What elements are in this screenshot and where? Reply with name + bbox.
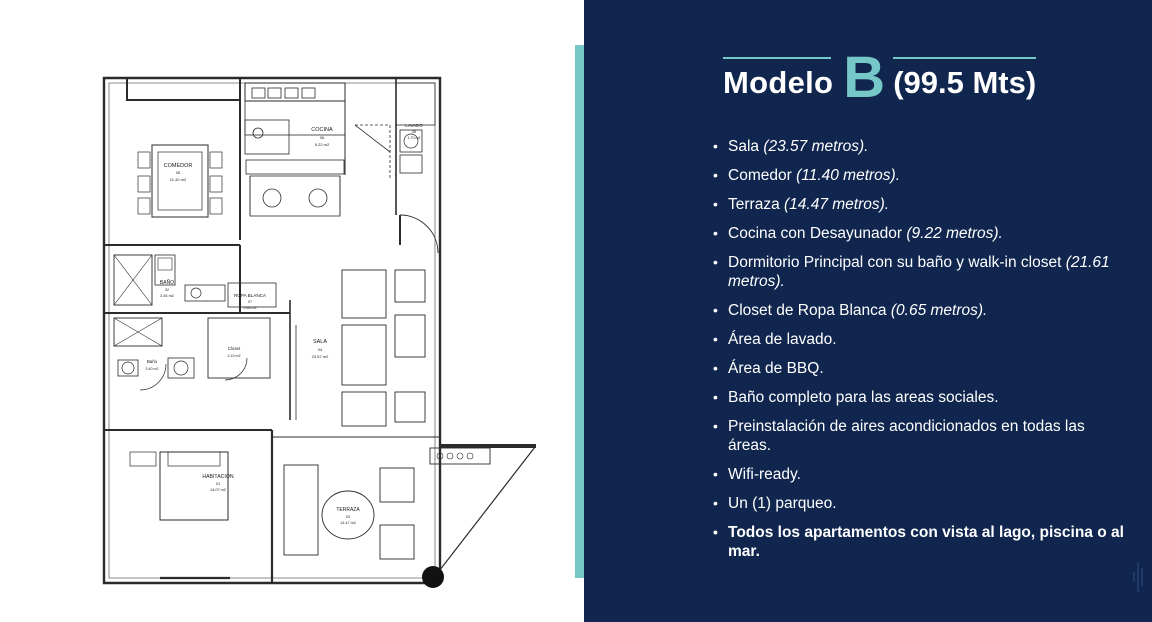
page-title [723, 45, 1123, 110]
feature-item [712, 494, 1132, 513]
svg-text:01: 01 [215, 482, 221, 486]
svg-text:TERRAZA: TERRAZA [336, 507, 360, 513]
feature-text: Wifi-ready. [728, 466, 801, 483]
svg-text:07: 07 [248, 300, 252, 304]
feature-item [712, 301, 1132, 320]
feature-item [712, 465, 1132, 484]
svg-text:06: 06 [319, 135, 325, 140]
title-area: (99.5 Mts) [893, 59, 1036, 101]
svg-text:0.65 m2: 0.65 m2 [243, 306, 257, 310]
svg-text:11.40 m2: 11.40 m2 [169, 177, 187, 182]
title-model-letter: B [843, 45, 886, 110]
feature-text: Closet de Ropa Blanca [728, 302, 891, 319]
feature-measure: (9.22 metros). [906, 225, 1003, 242]
svg-text:05: 05 [175, 170, 181, 175]
feature-measure: (11.40 metros). [796, 167, 901, 184]
feature-text: Sala [728, 138, 764, 155]
feature-measure: (21.61 metros). [728, 254, 1110, 290]
svg-text:COCINA: COCINA [311, 127, 333, 133]
feature-item [712, 359, 1132, 378]
corner-mark-icon [1124, 560, 1144, 594]
svg-text:9.22 m2: 9.22 m2 [314, 142, 330, 147]
svg-text:BAÑO: BAÑO [159, 280, 175, 286]
svg-text:ROPA BLANCA: ROPA BLANCA [233, 293, 267, 298]
feature-item [712, 195, 1132, 214]
svg-text:2.19 m2: 2.19 m2 [227, 354, 241, 358]
svg-text:23.57 m2: 23.57 m2 [311, 354, 329, 359]
svg-text:3.45 m2: 3.45 m2 [160, 294, 174, 298]
feature-item [712, 523, 1132, 561]
feature-text: Área de BBQ. [728, 360, 824, 377]
feature-measure: (14.47 metros). [784, 196, 890, 213]
feature-text: Un (1) parqueo. [728, 495, 837, 512]
svg-text:08: 08 [412, 130, 416, 134]
svg-text:04: 04 [317, 347, 323, 352]
svg-text:14.07 m2: 14.07 m2 [210, 488, 226, 492]
svg-text:3.40 m2: 3.40 m2 [145, 367, 159, 371]
feature-item [712, 417, 1132, 455]
feature-item [712, 166, 1132, 185]
feature-list [712, 137, 1132, 571]
svg-text:SALA: SALA [312, 339, 328, 345]
feature-text: Terraza [728, 196, 784, 213]
feature-measure: (0.65 metros). [890, 302, 988, 319]
accent-bar [575, 45, 584, 578]
feature-text: Baño completo para las areas sociales. [728, 389, 999, 406]
svg-text:1.70 m2: 1.70 m2 [407, 136, 421, 140]
feature-item [712, 330, 1132, 349]
feature-text: Dormitorio Principal con su baño y walk-in closet [728, 254, 1066, 271]
info-panel [584, 0, 1152, 622]
svg-text:COMEDOR: COMEDOR [163, 163, 193, 169]
feature-measure: (23.57 metros). [763, 138, 869, 155]
svg-text:14.47 m2: 14.47 m2 [340, 521, 356, 525]
feature-item [712, 224, 1132, 243]
feature-item [712, 137, 1132, 156]
plan-marker-dot [422, 566, 444, 588]
feature-item [712, 253, 1132, 291]
feature-text: Comedor [728, 167, 797, 184]
feature-text: Preinstalación de aires acondicionados en todas las áreas. [728, 418, 1085, 454]
svg-text:HABITACION: HABITACION [202, 474, 234, 480]
svg-text:LAVADO: LAVADO [405, 123, 423, 128]
svg-text:Baño: Baño [146, 359, 158, 364]
feature-item [712, 388, 1132, 407]
feature-text: Cocina con Desayunador [728, 225, 907, 242]
feature-text: Todos los apartamentos con vista al lago, piscina o al mar. [728, 524, 1124, 560]
svg-text:Closet: Closet [227, 346, 241, 351]
svg-text:03: 03 [345, 515, 351, 519]
title-model-label: Modelo [723, 59, 833, 101]
svg-text:02: 02 [164, 288, 170, 292]
feature-text: Área de lavado. [728, 331, 837, 348]
